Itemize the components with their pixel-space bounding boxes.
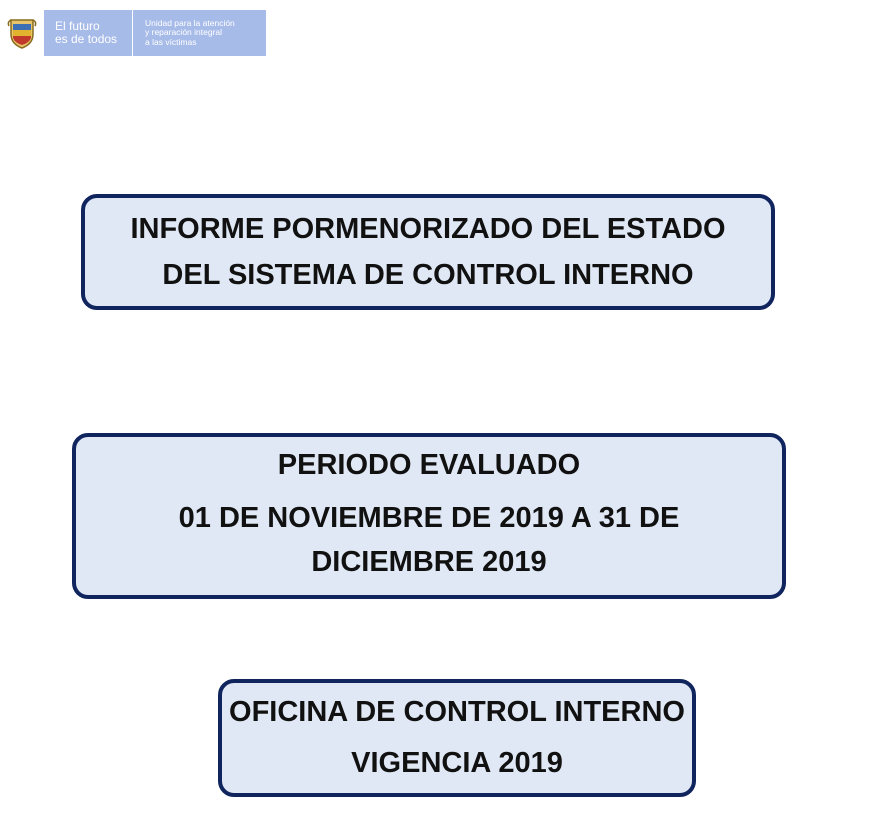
validity-year: VIGENCIA 2019 (351, 747, 563, 779)
unit-line-2: y reparación integral (145, 27, 223, 38)
report-title-line-1: INFORME PORMENORIZADO DEL ESTADO (130, 213, 726, 245)
evaluated-period-box (72, 433, 786, 599)
unit-name (133, 10, 266, 56)
office-name: OFICINA DE CONTROL INTERNO (229, 696, 685, 728)
period-range: 01 DE NOVIEMBRE DE 2019 A 31 DE DICIEMBRE 2019 (178, 501, 680, 578)
coat-of-arms-icon (0, 10, 44, 56)
brand-slogan (44, 10, 133, 56)
brand-line-2: es de todos (55, 32, 118, 46)
brand-line-1: El futuro (55, 19, 100, 33)
header-logo (0, 10, 266, 56)
unit-line-1: Unidad para la atención (145, 17, 235, 28)
office-box (218, 679, 696, 797)
report-title-line-2: DEL SISTEMA DE CONTROL INTERNO (162, 259, 694, 291)
report-title-box (81, 194, 775, 310)
period-label: PERIODO EVALUADO (277, 448, 581, 481)
unit-line-3: a las víctimas (145, 36, 197, 47)
